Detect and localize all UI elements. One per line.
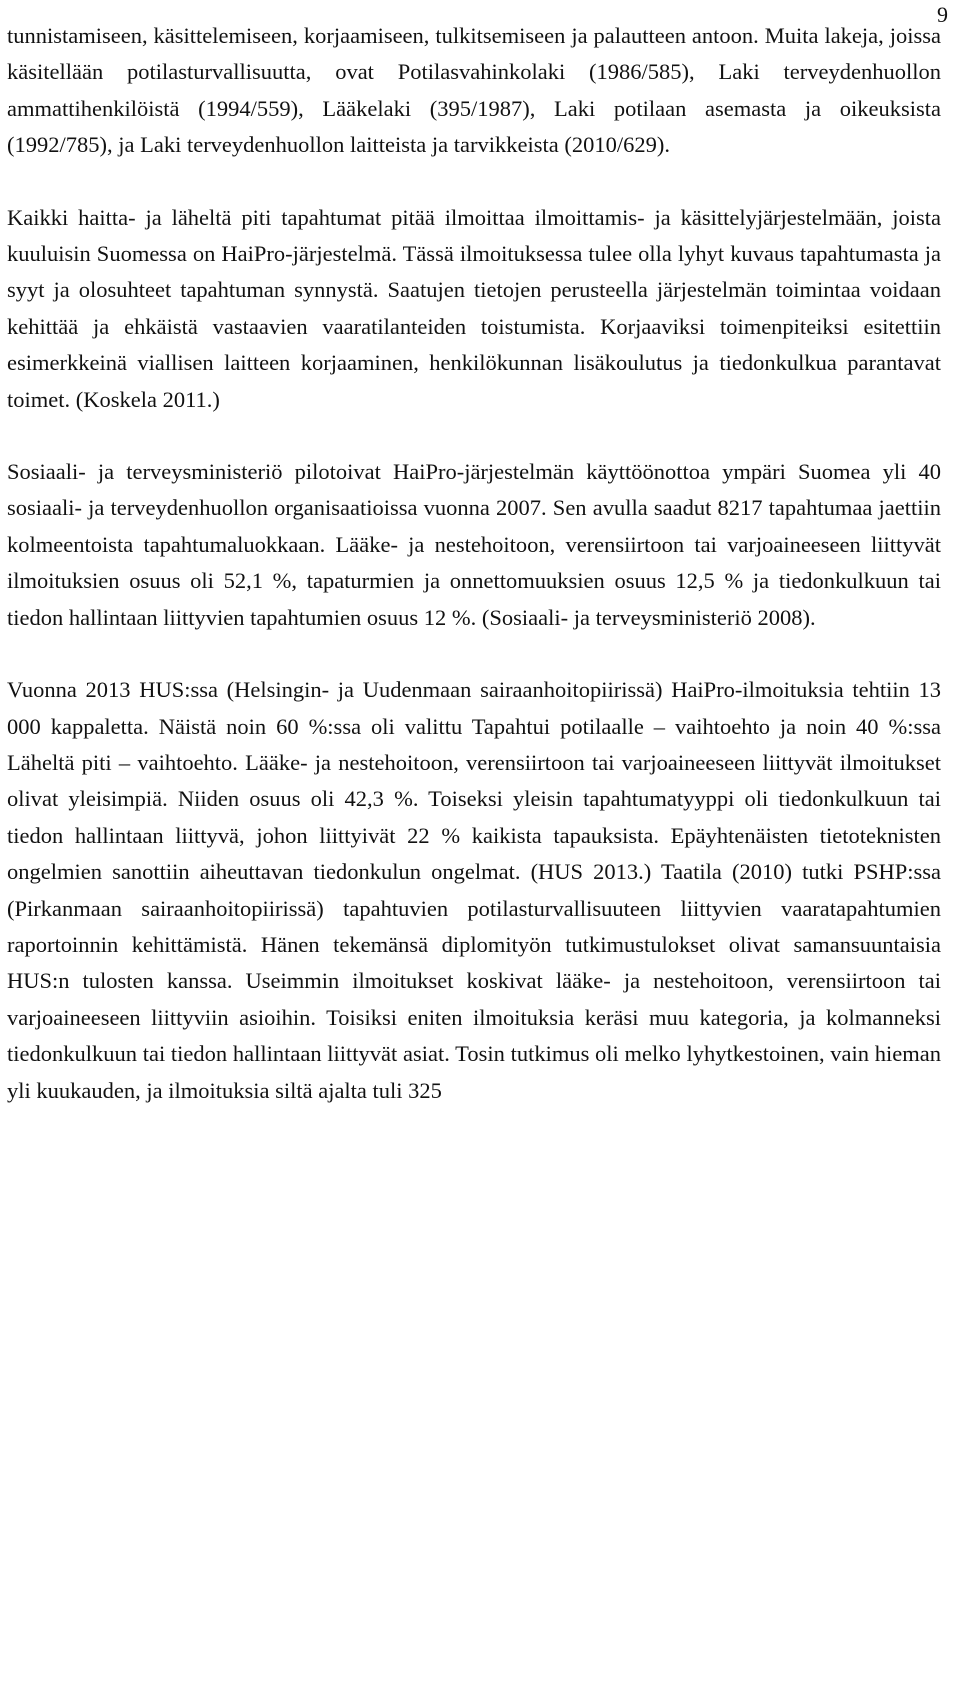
page-body xyxy=(7,18,941,1109)
paragraph-laws: tunnistamiseen, käsittelemiseen, korjaamiseen, tulkitsemiseen ja palautteen antoon. Muita lakeja, joissa käsitellään potilasturvallisuutta, ovat Potilasvahinkolaki (1986/585), Laki terveydenhuollon ammattihenkilöistä (1994/559), Lääkelaki (395/1987), Laki potilaan asemasta ja oikeuksista (1992/785), ja Laki terveydenhuollon laitteista ja tarvikkeista (2010/629). xyxy=(7,23,941,158)
paragraph-hus-statistics: Vuonna 2013 HUS:ssa (Helsingin- ja Uudenmaan sairaanhoitopiirissä) HaiPro-ilmoituksia tehtiin 13 000 kappaletta. Näistä noin 60 %:ssa oli valittu Tapahtui potilaalle – vaihtoehto ja noin 40 %:ssa Läheltä piti – vaihtoehto. Lääke- ja nestehoitoon, verensiirtoon tai varjoaineeseen liittyvät ilmoitukset olivat yleisimpiä. Niiden osuus oli 42,3 %. Toiseksi yleisin tapahtumatyyppi oli tiedonkulkuun tai tiedon hallintaan liittyvä, johon liittyivät 22 % kaikista tapauksista. Epäyhtenäisten tietoteknisten ongelmien sanottiin aiheuttavan tiedonkulun ongelmat. (HUS 2013.) Taatila (2010) tutki PSHP:ssa (Pirkanmaan sairaanhoitopiirissä) tapahtuvien potilasturvallisuuteen liittyvien vaaratapahtumien raportoinnin kehittämistä. Hänen tekemänsä diplomityön tutkimustulokset olivat samansuuntaisia HUS:n tulosten kanssa. Useimmin ilmoitukset koskivat lääke- ja nestehoitoon, verensiirtoon tai varjoaineeseen liittyviin asioihin. Toisiksi eniten ilmoituksia keräsi muu kategoria, ja kolmanneksi tiedonkulkuun tai tiedon hallintaan liittyvät asiat. Tosin tutkimus oli melko lyhytkestoinen, vain hieman yli kuukauden, ja ilmoituksia siltä ajalta tuli 325 xyxy=(7,677,941,1103)
paragraph-haipro-pilot: Sosiaali- ja terveysministeriö pilotoivat HaiPro-järjestelmän käyttöönottoa ympäri Suomea yli 40 sosiaali- ja terveydenhuollon organisaatioissa vuonna 2007. Sen avulla saadut 8217 tapahtumaa jaettiin kolmeentoista tapahtumaluokkaan. Lääke- ja nestehoitoon, verensiirtoon tai varjoaineeseen liittyvät ilmoituksien osuus oli 52,1 %, tapaturmien ja onnettomuuksien osuus 12,5 % ja tiedonkulkuun tai tiedon hallintaan liittyvien tapahtumien osuus 12 %. (Sosiaali- ja terveysministeriö 2008). xyxy=(7,459,941,630)
page-number: 9 xyxy=(937,2,948,27)
paragraph-reporting-system: Kaikki haitta- ja läheltä piti tapahtumat pitää ilmoittaa ilmoittamis- ja käsittelyjärjestelmään, joista kuuluisin Suomessa on HaiPro-järjestelmä. Tässä ilmoituksessa tulee olla lyhyt kuvaus tapahtumasta ja syyt ja olosuhteet tapahtuman synnystä. Saatujen tietojen perusteella järjestelmän toimintaa voidaan kehittää ja ehkäistä vastaavien vaaratilanteiden toistumista. Korjaaviksi toimenpiteiksi esitettiin esimerkkeinä viallisen laitteen korjaaminen, henkilökunnan lisäkoulutus ja tiedonkulkua parantavat toimet. (Koskela 2011.) xyxy=(7,204,941,412)
